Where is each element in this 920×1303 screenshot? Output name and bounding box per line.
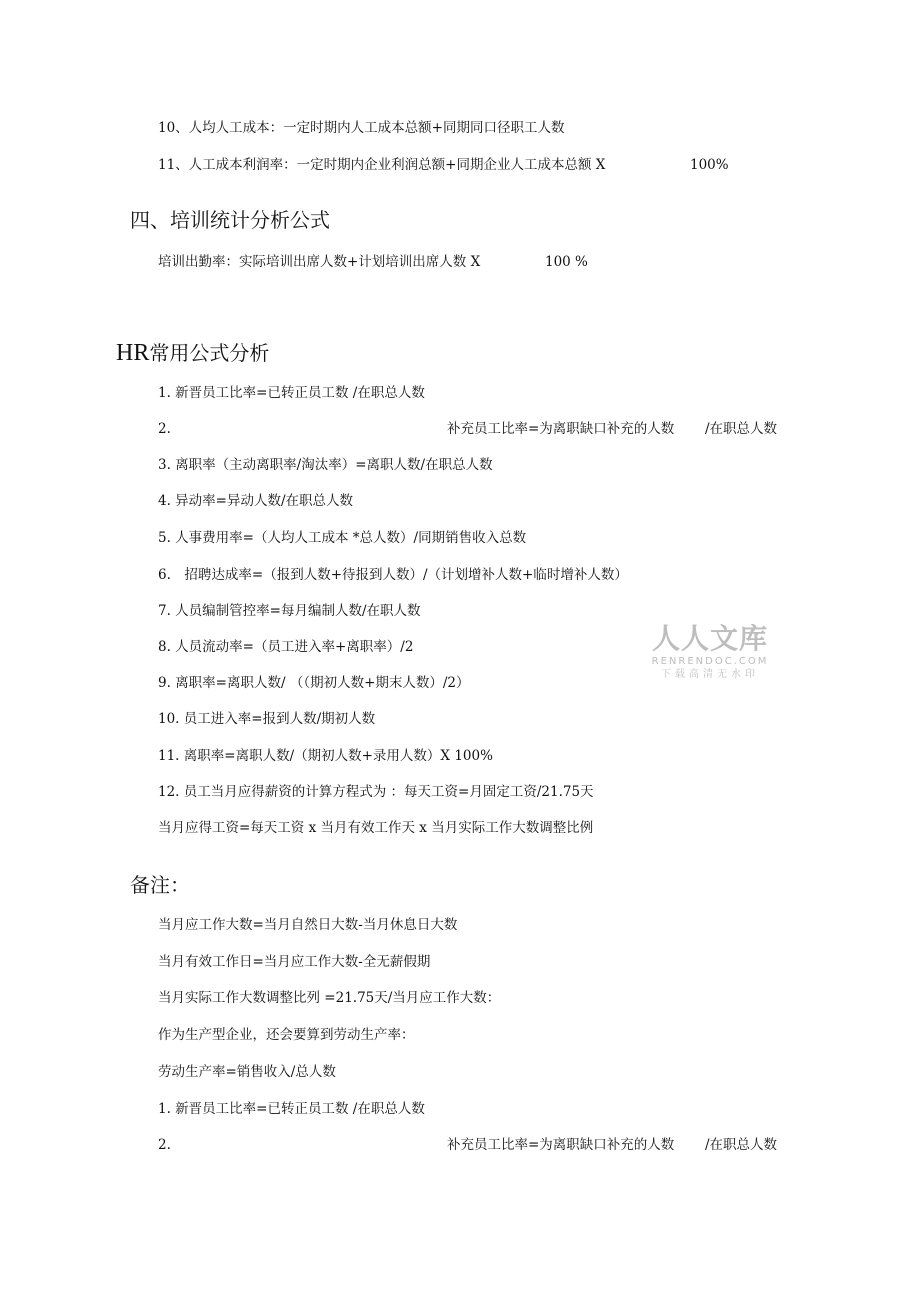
note-7-tail: /在职总人数 (705, 1137, 778, 1153)
note-7-number: 2. (158, 1137, 171, 1153)
formula-7: 7. 人员编制管控率=每月编制人数/在职人数 (158, 603, 421, 619)
note-4: 作为生产型企业，还会要算到劳动生产率： (158, 1027, 415, 1043)
heading-hr-formulas (116, 338, 269, 370)
watermark-tagline: 下载高清无水印 (661, 669, 759, 680)
formula-12-continuation: 当月应得工资=每天工资 x 当月有效工作天 x 当月实际工作大数调整比例 (158, 820, 594, 836)
formula-2-tail: /在职总人数 (705, 421, 778, 437)
note-2: 当月有效工作日=当月应工作大数-全无薪假期 (158, 954, 431, 970)
watermark-domain: RENRENDOC.COM (651, 656, 769, 667)
formula-12: 12. 员工当月应得薪资的计算方程式为 ：每天工资=月固定工资/21.75天 (158, 784, 594, 800)
formula-2-number: 2. (158, 421, 171, 437)
formula-6: 6. 招聘达成率=（报到人数+待报到人数）/（计划增补人数+临时增补人数） (158, 567, 628, 583)
formula-3: 3. 离职率（主动离职率/淘汰率）=离职人数/在职总人数 (158, 457, 493, 473)
note-5: 劳动生产率=销售收入/总人数 (158, 1064, 336, 1080)
formula-10: 10. 员工进入率=报到人数/期初人数 (158, 711, 376, 727)
watermark-logo: 人人文库 (651, 622, 768, 655)
heading-hr-cjk: 常用公式分析 (149, 341, 270, 365)
formula-5: 5. 人事费用率=（人均人工成本 *总人数）/同期销售收入总数 (158, 530, 527, 546)
note-1: 当月应工作大数=当月自然日大数-当月休息日大数 (158, 917, 458, 933)
note-7-text: 补充员工比率=为离职缺口补充的人数 (447, 1137, 675, 1153)
text-training-percent: 100 % (545, 254, 588, 270)
text-line-11-percent: 100% (690, 157, 729, 173)
note-6: 1. 新晋员工比率=已转正员工数 /在职总人数 (158, 1101, 425, 1117)
formula-4: 4. 异动率=异动人数/在职总人数 (158, 493, 354, 509)
text-training-rate: 培训出勤率：实际培训出席人数+计划培训出席人数 X (158, 254, 481, 270)
heading-section-4: 四、培训统计分析公式 (130, 208, 330, 232)
heading-hr-latin: HR (116, 340, 150, 366)
heading-notes: 备注： (130, 873, 190, 897)
formula-11: 11. 离职率=离职人数/（期初人数+录用人数）X 100% (158, 748, 493, 764)
text-line-10: 10、人均人工成本：一定时期内人工成本总额+同期同口径职工人数 (158, 120, 565, 136)
watermark (645, 623, 775, 682)
formula-8: 8. 人员流动率=（员工进入率+离职率）/2 (158, 639, 414, 655)
text-line-11: 11、人工成本利润率：一定时期内企业利润总额+同期企业人工成本总额 X (158, 157, 606, 173)
note-3: 当月实际工作大数调整比列 =21.75天/当月应工作大数： (158, 990, 501, 1006)
formula-9: 9. 离职率=离职人数/ （（期初人数+期末人数）/2） (158, 675, 470, 691)
formula-1: 1. 新晋员工比率=已转正员工数 /在职总人数 (158, 385, 425, 401)
formula-2-text: 补充员工比率=为离职缺口补充的人数 (447, 421, 675, 437)
